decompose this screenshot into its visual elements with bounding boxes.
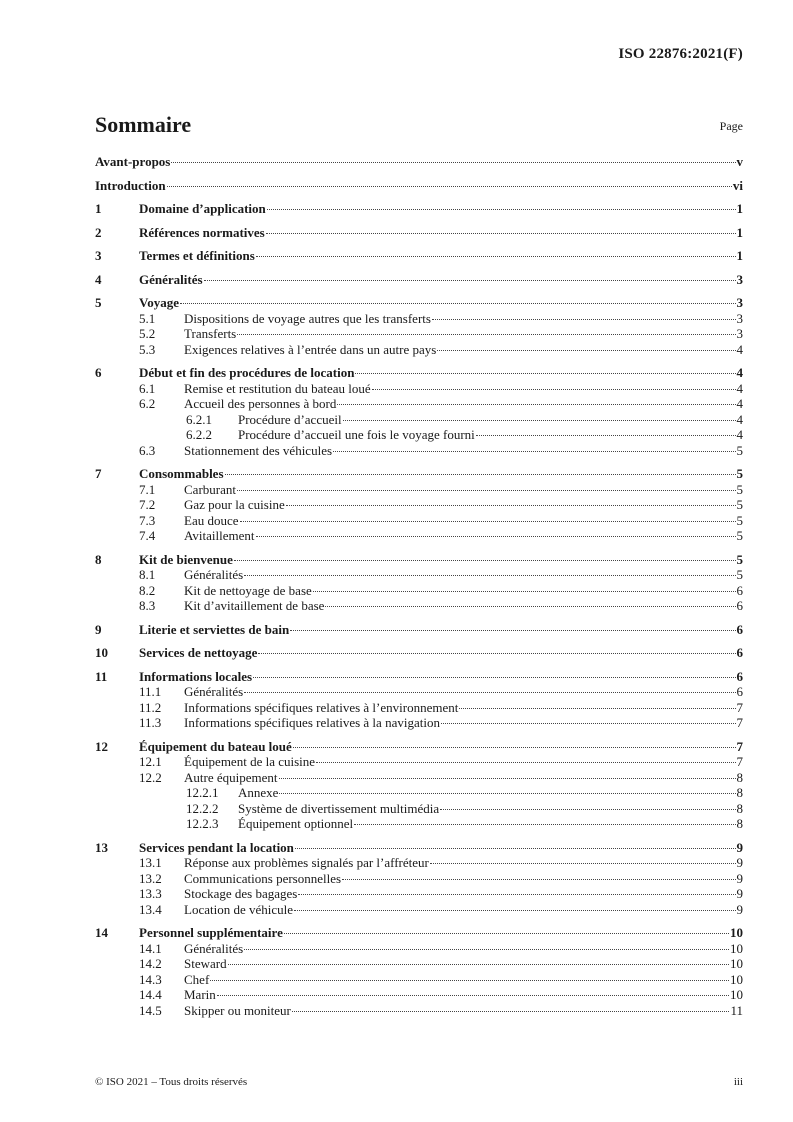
toc-entry-label[interactable]: Réponse aux problèmes signalés par l’affréteur: [184, 855, 429, 870]
toc-entry-page[interactable]: 10: [730, 940, 743, 956]
toc-entry-label[interactable]: Stockage des bagages: [184, 886, 298, 901]
toc-entry[interactable]: [95, 443, 743, 459]
dot-leader: [430, 863, 736, 864]
toc-entry-number: 8: [95, 551, 102, 567]
toc-entry-number: 14.4: [139, 987, 162, 1002]
dot-leader: [441, 723, 736, 724]
toc-entry[interactable]: [95, 941, 743, 957]
toc-entry-page[interactable]: 4: [736, 380, 743, 396]
toc-entry-page[interactable]: 6: [736, 645, 743, 660]
toc-entry-page[interactable]: 9: [736, 886, 743, 901]
toc-entry[interactable]: [95, 567, 743, 583]
toc-entry-label[interactable]: Généralités: [184, 567, 244, 582]
toc-entry-page[interactable]: 9: [736, 901, 743, 917]
toc-entry-label[interactable]: Termes et définitions: [139, 248, 255, 263]
toc-entry-page[interactable]: 7: [736, 738, 743, 754]
toc-entry[interactable]: [95, 482, 743, 498]
dot-leader: [217, 995, 729, 996]
toc-entry-number: 12.1: [139, 754, 162, 769]
toc-entry-page[interactable]: 1: [736, 224, 743, 240]
dot-leader: [180, 303, 736, 304]
toc-entry[interactable]: [95, 855, 743, 871]
toc-entry[interactable]: [95, 396, 743, 412]
dot-leader: [244, 575, 735, 576]
toc-entry[interactable]: [95, 427, 743, 443]
toc-entry[interactable]: [95, 272, 743, 288]
toc-entry[interactable]: [95, 154, 743, 170]
dot-leader: [234, 560, 736, 561]
toc-entry-page[interactable]: 8: [736, 769, 743, 785]
toc-entry-label[interactable]: Exigences relatives à l’entrée dans un autre pays: [184, 341, 437, 357]
toc-entry-number: 6.2: [139, 396, 156, 411]
toc-entry[interactable]: [95, 412, 743, 428]
toc-entry-page[interactable]: 4: [736, 427, 743, 442]
dot-leader: [244, 949, 729, 950]
toc-entry-page[interactable]: 9: [736, 855, 743, 870]
toc-entry-page[interactable]: 10: [730, 987, 743, 1002]
toc-entry-page[interactable]: 5: [736, 497, 743, 512]
toc-entry-page[interactable]: vi: [732, 177, 743, 193]
toc-entry-page[interactable]: 6: [736, 684, 743, 699]
toc-entry-number: 7.3: [139, 512, 156, 528]
toc-entry-label[interactable]: Avitaillement: [184, 528, 255, 543]
toc-entry-number: 5.2: [139, 326, 156, 341]
toc-entry-page[interactable]: 8: [736, 785, 743, 800]
toc-entry-label[interactable]: Informations locales: [139, 668, 253, 684]
toc-entry-page[interactable]: 3: [736, 295, 743, 310]
toc-entry-label[interactable]: Transferts: [184, 326, 237, 341]
toc-entry[interactable]: [95, 1003, 743, 1019]
toc-entry-number: 7.2: [139, 497, 156, 512]
dot-leader: [325, 606, 735, 607]
toc-entry-page[interactable]: 11: [730, 1002, 743, 1018]
dot-leader: [279, 778, 736, 779]
toc-entry-number: 12.2.1: [186, 785, 219, 800]
dot-leader: [342, 879, 735, 880]
toc-entry[interactable]: [95, 295, 743, 311]
toc-entry-label[interactable]: Équipement optionnel: [238, 816, 354, 831]
toc-entry-page[interactable]: 3: [736, 310, 743, 326]
toc-entry[interactable]: [95, 326, 743, 342]
table-of-contents: [95, 154, 743, 1018]
toc-entry-page[interactable]: 9: [736, 870, 743, 886]
toc-entry-page[interactable]: 10: [730, 956, 743, 971]
toc-entry-label[interactable]: Voyage: [139, 295, 179, 310]
toc-entry-label[interactable]: Informations spécifiques relatives à la navigation: [184, 715, 440, 730]
toc-entry-label[interactable]: Kit de bienvenue: [139, 551, 233, 567]
toc-entry[interactable]: [95, 225, 743, 241]
toc-entry-number: 13.3: [139, 886, 162, 901]
toc-entry[interactable]: [95, 178, 743, 194]
dot-leader: [286, 505, 736, 506]
toc-entry-page[interactable]: 5: [736, 466, 743, 481]
toc-entry-number: 13.1: [139, 855, 162, 870]
toc-entry-label[interactable]: Procédure d’accueil une fois le voyage fourni: [238, 427, 475, 442]
toc-entry-label[interactable]: Procédure d’accueil: [238, 411, 342, 427]
toc-entry[interactable]: [95, 871, 743, 887]
toc-entry-number: 12.2.3: [186, 816, 219, 831]
toc-entry-number: 6.2.1: [186, 411, 212, 427]
dot-leader: [240, 521, 736, 522]
toc-entry-number: 14.1: [139, 940, 162, 956]
toc-entry[interactable]: [95, 886, 743, 902]
toc-entry-page[interactable]: 8: [736, 816, 743, 831]
toc-entry-page[interactable]: 10: [730, 925, 743, 940]
toc-entry-label[interactable]: Références normatives: [139, 224, 265, 240]
toc-entry-label[interactable]: Généralités: [139, 271, 203, 287]
toc-entry-label[interactable]: Services de nettoyage: [139, 645, 258, 660]
toc-entry-number: 12.2: [139, 769, 162, 785]
dot-leader: [354, 824, 735, 825]
dot-leader: [355, 373, 735, 374]
toc-entry-number: 8.3: [139, 598, 156, 613]
dot-leader: [210, 980, 729, 981]
toc-entry-page[interactable]: 7: [736, 715, 743, 730]
toc-entry[interactable]: [95, 342, 743, 358]
toc-entry[interactable]: [95, 645, 743, 661]
toc-entry-number: 7.4: [139, 528, 156, 543]
toc-entry[interactable]: [95, 513, 743, 529]
toc-entry-number: 3: [95, 248, 102, 263]
toc-entry[interactable]: [95, 466, 743, 482]
toc-entry-page[interactable]: 3: [736, 271, 743, 287]
dot-leader: [432, 319, 736, 320]
toc-entry[interactable]: [95, 528, 743, 544]
dot-leader: [343, 420, 736, 421]
toc-entry-page[interactable]: 4: [736, 341, 743, 357]
toc-entry-page[interactable]: 5: [736, 551, 743, 567]
dot-leader: [284, 933, 729, 934]
toc-entry-label[interactable]: Domaine d’application: [139, 201, 266, 216]
toc-entry-number: 5.1: [139, 310, 156, 326]
dot-leader: [372, 389, 736, 390]
dot-leader: [237, 334, 735, 335]
toc-entry-label[interactable]: Services pendant la location: [139, 839, 294, 855]
toc-entry-page[interactable]: 4: [736, 396, 743, 411]
toc-entry-label[interactable]: Dispositions de voyage autres que les transferts: [184, 310, 431, 326]
toc-entry-page[interactable]: 4: [736, 411, 743, 427]
toc-entry-label[interactable]: Généralités: [184, 940, 244, 956]
toc-entry-number: 9: [95, 621, 102, 637]
toc-entry-page[interactable]: 6: [736, 582, 743, 598]
dot-leader: [256, 536, 736, 537]
toc-entry-label[interactable]: Personnel supplémentaire: [139, 925, 283, 940]
toc-entry[interactable]: [95, 497, 743, 513]
dot-leader: [298, 894, 735, 895]
toc-entry-label[interactable]: Location de véhicule: [184, 901, 294, 917]
dot-leader: [237, 490, 736, 491]
toc-entry-page[interactable]: 3: [736, 326, 743, 341]
footer-page-number: iii: [733, 1076, 743, 1088]
toc-entry-page[interactable]: 6: [736, 598, 743, 613]
toc-entry[interactable]: [95, 925, 743, 941]
toc-entry-label[interactable]: Steward: [184, 956, 227, 971]
toc-entry-label[interactable]: Eau douce: [184, 512, 239, 528]
dot-leader: [333, 451, 735, 452]
toc-entry-label[interactable]: Avant-propos: [95, 154, 171, 169]
dot-leader: [316, 762, 735, 763]
toc-entry[interactable]: [95, 669, 743, 685]
toc-entry[interactable]: [95, 700, 743, 716]
dot-leader: [244, 692, 735, 693]
toc-entry-number: 6.1: [139, 380, 156, 396]
dot-leader: [228, 964, 729, 965]
dot-leader: [292, 1011, 730, 1012]
toc-entry-number: 11.3: [139, 715, 162, 730]
toc-entry-number: 11.1: [139, 684, 162, 699]
toc-entry-label[interactable]: Début et fin des procédures de location: [139, 365, 355, 380]
document-ref: ISO 22876:2021(F): [618, 46, 743, 62]
toc-entry-number: 11: [95, 668, 108, 684]
dot-leader: [437, 350, 735, 351]
toc-entry-label[interactable]: Stationnement des véhicules: [184, 442, 333, 458]
toc-entry-number: 7: [95, 466, 102, 481]
toc-entry-number: 2: [95, 224, 102, 240]
toc-entry[interactable]: [95, 739, 743, 755]
dot-leader: [167, 186, 732, 187]
toc-entry-number: 8.2: [139, 582, 156, 598]
toc-entry[interactable]: [95, 972, 743, 988]
toc-entry-number: 7.1: [139, 481, 156, 497]
dot-leader: [171, 162, 735, 163]
toc-entry-label[interactable]: Remise et restitution du bateau loué: [184, 380, 371, 396]
toc-entry-number: 8.1: [139, 567, 156, 582]
dot-leader: [225, 474, 736, 475]
toc-entry-number: 1: [95, 201, 102, 216]
toc-entry[interactable]: [95, 201, 743, 217]
toc-entry-label[interactable]: Communications personnelles: [184, 870, 342, 886]
dot-leader: [440, 809, 735, 810]
toc-entry-label[interactable]: Autre équipement: [184, 769, 278, 785]
toc-entry-page[interactable]: 7: [736, 754, 743, 769]
toc-entry-page[interactable]: 7: [736, 699, 743, 715]
toc-entry-label[interactable]: Skipper ou moniteur: [184, 1002, 291, 1018]
toc-entry-page[interactable]: 5: [736, 481, 743, 497]
toc-entry-page[interactable]: 5: [736, 512, 743, 528]
footer-copyright: © ISO 2021 – Tous droits réservés: [95, 1076, 248, 1088]
toc-entry-page[interactable]: 5: [736, 442, 743, 458]
toc-entry-number: 14.5: [139, 1002, 162, 1018]
dot-leader: [294, 910, 735, 911]
toc-entry-number: 14.2: [139, 956, 162, 971]
toc-entry-number: 11.2: [139, 699, 162, 715]
toc-entry[interactable]: [95, 840, 743, 856]
dot-leader: [253, 677, 735, 678]
toc-entry-page[interactable]: 6: [736, 668, 743, 684]
toc-entry-number: 14.3: [139, 971, 162, 987]
dot-leader: [256, 256, 736, 257]
toc-entry[interactable]: [95, 381, 743, 397]
toc-entry-number: 6: [95, 365, 102, 380]
toc-entry-label[interactable]: Kit d’avitaillement de base: [184, 598, 325, 613]
toc-entry[interactable]: [95, 770, 743, 786]
toc-entry-label[interactable]: Consommables: [139, 466, 224, 481]
toc-entry-label[interactable]: Annexe: [238, 785, 279, 800]
toc-entry-label[interactable]: Équipement de la cuisine: [184, 754, 316, 769]
toc-entry-label[interactable]: Marin: [184, 987, 216, 1002]
toc-entry-number: 14: [95, 925, 108, 940]
toc-entry-label[interactable]: Équipement du bateau loué: [139, 738, 292, 754]
toc-entry[interactable]: [95, 987, 743, 1003]
page-column-label: Page: [719, 119, 743, 133]
dot-leader: [267, 209, 736, 210]
dot-leader: [279, 793, 735, 794]
toc-entry[interactable]: [95, 311, 743, 327]
toc-entry-number: 12.2.2: [186, 800, 219, 816]
toc-entry[interactable]: [95, 552, 743, 568]
dot-leader: [295, 848, 736, 849]
toc-entry[interactable]: [95, 785, 743, 801]
dot-leader: [476, 435, 736, 436]
toc-entry-label[interactable]: Literie et serviettes de bain: [139, 621, 290, 637]
dot-leader: [337, 404, 735, 405]
toc-entry-label[interactable]: Carburant: [184, 481, 236, 497]
toc-entry[interactable]: [95, 365, 743, 381]
toc-entry-page[interactable]: v: [736, 154, 743, 169]
toc-entry-label[interactable]: Système de divertissement multimédia: [238, 800, 440, 816]
toc-entry-page[interactable]: 1: [736, 248, 743, 263]
toc-entry[interactable]: [95, 956, 743, 972]
toc-entry-label[interactable]: Gaz pour la cuisine: [184, 497, 285, 512]
toc-entry[interactable]: [95, 715, 743, 731]
dot-leader: [204, 280, 736, 281]
toc-entry[interactable]: [95, 598, 743, 614]
toc-entry[interactable]: [95, 583, 743, 599]
toc-entry-page[interactable]: 9: [736, 839, 743, 855]
toc-entry-page[interactable]: 5: [736, 528, 743, 543]
toc-entry-label[interactable]: Informations spécifiques relatives à l’environnement: [184, 699, 459, 715]
toc-entry[interactable]: [95, 684, 743, 700]
dot-leader: [266, 233, 736, 234]
dot-leader: [290, 630, 735, 631]
toc-entry-number: 5: [95, 295, 102, 310]
toc-entry-label[interactable]: Généralités: [184, 684, 244, 699]
toc-entry-number: 12: [95, 738, 108, 754]
toc-entry-label[interactable]: Kit de nettoyage de base: [184, 582, 312, 598]
toc-entry-number: 10: [95, 645, 108, 660]
toc-entry[interactable]: [95, 816, 743, 832]
toc-entry-page[interactable]: 6: [736, 621, 743, 637]
toc-entry-page[interactable]: 5: [736, 567, 743, 582]
toc-entry-number: 13.4: [139, 901, 162, 917]
toc-entry-number: 6.3: [139, 442, 156, 458]
toc-title: Sommaire: [95, 112, 192, 137]
toc-entry[interactable]: [95, 902, 743, 918]
toc-entry[interactable]: [95, 754, 743, 770]
toc-entry-number: 13.2: [139, 870, 162, 886]
toc-entry-label[interactable]: Accueil des personnes à bord: [184, 396, 337, 411]
dot-leader: [258, 653, 735, 654]
toc-entry-page[interactable]: 1: [736, 201, 743, 216]
toc-entry-label[interactable]: Introduction: [95, 177, 166, 193]
dot-leader: [459, 708, 735, 709]
toc-entry-page[interactable]: 10: [730, 971, 743, 987]
toc-entry-page[interactable]: 8: [736, 800, 743, 816]
toc-entry-page[interactable]: 4: [736, 365, 743, 380]
toc-entry-number: 4: [95, 271, 102, 287]
dot-leader: [293, 747, 736, 748]
toc-entry-number: 13: [95, 839, 108, 855]
toc-entry-label[interactable]: Chef: [184, 971, 210, 987]
toc-entry[interactable]: [95, 622, 743, 638]
toc-entry[interactable]: [95, 248, 743, 264]
toc-entry-number: 6.2.2: [186, 427, 212, 442]
dot-leader: [313, 591, 736, 592]
toc-entry[interactable]: [95, 801, 743, 817]
toc-entry-number: 5.3: [139, 341, 156, 357]
